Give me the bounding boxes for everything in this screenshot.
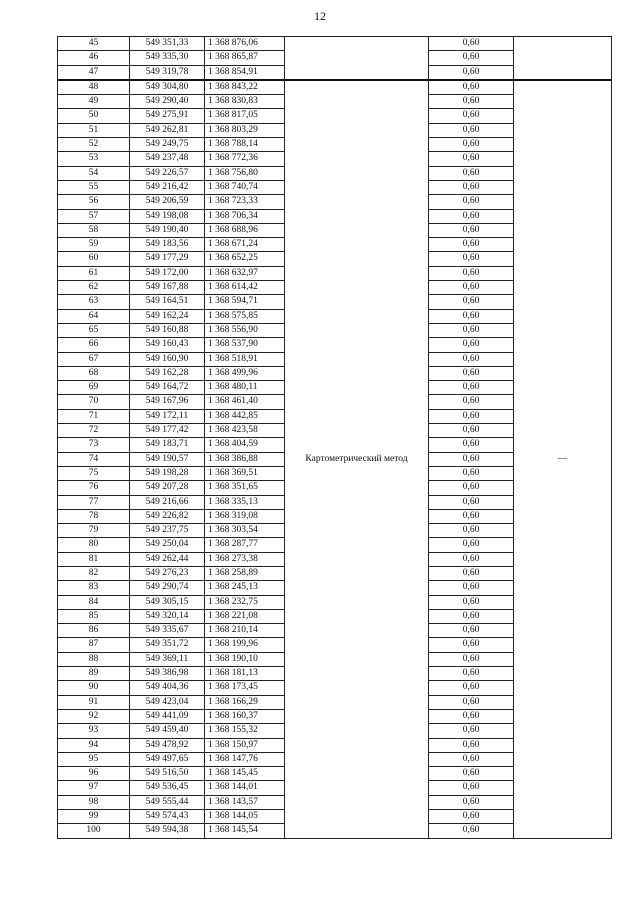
y-coordinate-cell: 1 368 556,90 [205,323,285,337]
precision-cell: 0,60 [429,566,514,580]
y-coordinate-cell: 1 368 258,89 [205,566,285,580]
precision-cell: 0,60 [429,424,514,438]
x-coordinate-cell: 549 319,78 [130,65,205,80]
precision-cell: 0,60 [429,366,514,380]
precision-cell: 0,60 [429,681,514,695]
y-coordinate-cell: 1 368 273,38 [205,552,285,566]
y-coordinate-cell: 1 368 575,85 [205,309,285,323]
point-number-cell: 49 [58,95,130,109]
x-coordinate-cell: 549 262,44 [130,552,205,566]
point-number-cell: 90 [58,681,130,695]
y-coordinate-cell: 1 368 499,96 [205,366,285,380]
precision-cell: 0,60 [429,552,514,566]
x-coordinate-cell: 549 441,09 [130,709,205,723]
point-number-cell: 96 [58,767,130,781]
x-coordinate-cell: 549 386,98 [130,667,205,681]
x-coordinate-cell: 549 250,04 [130,538,205,552]
x-coordinate-cell: 549 237,48 [130,152,205,166]
point-number-cell: 81 [58,552,130,566]
precision-cell: 0,60 [429,524,514,538]
method-cell [285,37,429,80]
point-number-cell: 75 [58,466,130,480]
x-coordinate-cell: 549 237,75 [130,524,205,538]
precision-cell: 0,60 [429,538,514,552]
x-coordinate-cell: 549 335,30 [130,51,205,65]
y-coordinate-cell: 1 368 817,05 [205,109,285,123]
point-number-cell: 70 [58,395,130,409]
point-number-cell: 53 [58,152,130,166]
precision-cell: 0,60 [429,438,514,452]
x-coordinate-cell: 549 478,92 [130,738,205,752]
x-coordinate-cell: 549 290,74 [130,581,205,595]
precision-cell: 0,60 [429,223,514,237]
y-coordinate-cell: 1 368 210,14 [205,624,285,638]
x-coordinate-cell: 549 190,57 [130,452,205,466]
point-number-cell: 72 [58,424,130,438]
point-number-cell: 66 [58,338,130,352]
y-coordinate-cell: 1 368 594,71 [205,295,285,309]
point-number-cell: 89 [58,667,130,681]
y-coordinate-cell: 1 368 144,01 [205,781,285,795]
y-coordinate-cell: 1 368 788,14 [205,138,285,152]
y-coordinate-cell: 1 368 518,91 [205,352,285,366]
point-number-cell: 93 [58,724,130,738]
precision-cell: 0,60 [429,295,514,309]
point-number-cell: 60 [58,252,130,266]
precision-cell: 0,60 [429,781,514,795]
table-row [58,37,612,51]
precision-cell: 0,60 [429,824,514,838]
y-coordinate-cell: 1 368 423,58 [205,424,285,438]
method-cell [285,80,429,838]
precision-cell: 0,60 [429,495,514,509]
description-cell [514,37,612,80]
x-coordinate-cell: 549 594,38 [130,824,205,838]
y-coordinate-cell: 1 368 199,96 [205,638,285,652]
y-coordinate-cell: 1 368 145,45 [205,767,285,781]
y-coordinate-cell: 1 368 830,83 [205,95,285,109]
y-coordinate-cell: 1 368 876,06 [205,37,285,51]
point-number-cell: 47 [58,65,130,80]
y-coordinate-cell: 1 368 166,29 [205,695,285,709]
x-coordinate-cell: 549 198,28 [130,466,205,480]
x-coordinate-cell: 549 516,50 [130,767,205,781]
precision-cell: 0,60 [429,509,514,523]
x-coordinate-cell: 549 162,28 [130,366,205,380]
precision-cell: 0,60 [429,695,514,709]
y-coordinate-cell: 1 368 671,24 [205,238,285,252]
point-number-cell: 98 [58,795,130,809]
x-coordinate-cell: 549 249,75 [130,138,205,152]
precision-cell: 0,60 [429,123,514,137]
point-number-cell: 94 [58,738,130,752]
point-number-cell: 56 [58,195,130,209]
point-number-cell: 83 [58,581,130,595]
point-number-cell: 58 [58,223,130,237]
x-coordinate-cell: 549 172,00 [130,266,205,280]
y-coordinate-cell: 1 368 335,13 [205,495,285,509]
y-coordinate-cell: 1 368 147,76 [205,752,285,766]
point-number-cell: 99 [58,810,130,824]
precision-cell: 0,60 [429,37,514,51]
point-number-cell: 52 [58,138,130,152]
precision-cell: 0,60 [429,624,514,638]
y-coordinate-cell: 1 368 150,97 [205,738,285,752]
point-number-cell: 51 [58,123,130,137]
y-coordinate-cell: 1 368 442,85 [205,409,285,423]
point-number-cell: 80 [58,538,130,552]
point-number-cell: 65 [58,323,130,337]
y-coordinate-cell: 1 368 319,08 [205,509,285,523]
y-coordinate-cell: 1 368 245,13 [205,581,285,595]
x-coordinate-cell: 549 190,40 [130,223,205,237]
x-coordinate-cell: 549 275,91 [130,109,205,123]
y-coordinate-cell: 1 368 145,54 [205,824,285,838]
y-coordinate-cell: 1 368 303,54 [205,524,285,538]
coordinates-table-body [58,37,612,839]
precision-cell: 0,60 [429,166,514,180]
x-coordinate-cell: 549 206,59 [130,195,205,209]
y-coordinate-cell: 1 368 772,36 [205,152,285,166]
point-number-cell: 57 [58,209,130,223]
y-coordinate-cell: 1 368 181,13 [205,667,285,681]
precision-cell: 0,60 [429,195,514,209]
x-coordinate-cell: 549 423,04 [130,695,205,709]
precision-cell: 0,60 [429,381,514,395]
x-coordinate-cell: 549 536,45 [130,781,205,795]
point-number-cell: 45 [58,37,130,51]
precision-cell: 0,60 [429,638,514,652]
x-coordinate-cell: 549 177,29 [130,252,205,266]
precision-cell: 0,60 [429,352,514,366]
coordinates-table [57,36,612,839]
x-coordinate-cell: 549 404,36 [130,681,205,695]
point-number-cell: 71 [58,409,130,423]
x-coordinate-cell: 549 164,72 [130,381,205,395]
point-number-cell: 78 [58,509,130,523]
y-coordinate-cell: 1 368 480,11 [205,381,285,395]
y-coordinate-cell: 1 368 190,10 [205,652,285,666]
y-coordinate-cell: 1 368 221,08 [205,609,285,623]
point-number-cell: 61 [58,266,130,280]
precision-cell: 0,60 [429,738,514,752]
y-coordinate-cell: 1 368 155,32 [205,724,285,738]
precision-cell: 0,60 [429,65,514,80]
point-number-cell: 91 [58,695,130,709]
x-coordinate-cell: 549 262,81 [130,123,205,137]
x-coordinate-cell: 549 160,90 [130,352,205,366]
x-coordinate-cell: 549 335,67 [130,624,205,638]
point-number-cell: 62 [58,281,130,295]
x-coordinate-cell: 549 459,40 [130,724,205,738]
point-number-cell: 92 [58,709,130,723]
description-cell [514,80,612,838]
y-coordinate-cell: 1 368 232,75 [205,595,285,609]
x-coordinate-cell: 549 574,43 [130,810,205,824]
x-coordinate-cell: 549 290,40 [130,95,205,109]
precision-cell: 0,60 [429,709,514,723]
point-number-cell: 85 [58,609,130,623]
precision-cell: 0,60 [429,109,514,123]
point-number-cell: 59 [58,238,130,252]
y-coordinate-cell: 1 368 173,45 [205,681,285,695]
x-coordinate-cell: 549 305,15 [130,595,205,609]
point-number-cell: 76 [58,481,130,495]
point-number-cell: 74 [58,452,130,466]
y-coordinate-cell: 1 368 723,33 [205,195,285,209]
precision-cell: 0,60 [429,309,514,323]
x-coordinate-cell: 549 207,28 [130,481,205,495]
point-number-cell: 82 [58,566,130,580]
x-coordinate-cell: 549 164,51 [130,295,205,309]
point-number-cell: 95 [58,752,130,766]
point-number-cell: 54 [58,166,130,180]
precision-cell: 0,60 [429,281,514,295]
precision-cell: 0,60 [429,209,514,223]
y-coordinate-cell: 1 368 688,96 [205,223,285,237]
precision-cell: 0,60 [429,795,514,809]
precision-cell: 0,60 [429,180,514,194]
point-number-cell: 73 [58,438,130,452]
y-coordinate-cell: 1 368 756,80 [205,166,285,180]
y-coordinate-cell: 1 368 143,57 [205,795,285,809]
precision-cell: 0,60 [429,395,514,409]
point-number-cell: 77 [58,495,130,509]
x-coordinate-cell: 549 351,72 [130,638,205,652]
x-coordinate-cell: 549 276,23 [130,566,205,580]
x-coordinate-cell: 549 160,88 [130,323,205,337]
point-number-cell: 69 [58,381,130,395]
y-coordinate-cell: 1 368 287,77 [205,538,285,552]
point-number-cell: 50 [58,109,130,123]
y-coordinate-cell: 1 368 740,74 [205,180,285,194]
y-coordinate-cell: 1 368 865,87 [205,51,285,65]
precision-cell: 0,60 [429,724,514,738]
x-coordinate-cell: 549 555,44 [130,795,205,809]
point-number-cell: 68 [58,366,130,380]
x-coordinate-cell: 549 226,82 [130,509,205,523]
precision-cell: 0,60 [429,767,514,781]
x-coordinate-cell: 549 351,33 [130,37,205,51]
y-coordinate-cell: 1 368 614,42 [205,281,285,295]
point-number-cell: 100 [58,824,130,838]
y-coordinate-cell: 1 368 461,40 [205,395,285,409]
precision-cell: 0,60 [429,609,514,623]
y-coordinate-cell: 1 368 652,25 [205,252,285,266]
x-coordinate-cell: 549 198,08 [130,209,205,223]
page-number: 12 [314,9,326,23]
point-number-cell: 97 [58,781,130,795]
x-coordinate-cell: 549 369,11 [130,652,205,666]
x-coordinate-cell: 549 177,42 [130,424,205,438]
y-coordinate-cell: 1 368 144,05 [205,810,285,824]
precision-cell: 0,60 [429,323,514,337]
precision-cell: 0,60 [429,409,514,423]
y-coordinate-cell: 1 368 854,91 [205,65,285,80]
y-coordinate-cell: 1 368 351,65 [205,481,285,495]
y-coordinate-cell: 1 368 160,37 [205,709,285,723]
precision-cell: 0,60 [429,80,514,95]
point-number-cell: 63 [58,295,130,309]
point-number-cell: 79 [58,524,130,538]
precision-cell: 0,60 [429,466,514,480]
precision-cell: 0,60 [429,481,514,495]
precision-cell: 0,60 [429,652,514,666]
x-coordinate-cell: 549 160,43 [130,338,205,352]
x-coordinate-cell: 549 216,42 [130,180,205,194]
point-number-cell: 88 [58,652,130,666]
precision-cell: 0,60 [429,252,514,266]
x-coordinate-cell: 549 167,88 [130,281,205,295]
x-coordinate-cell: 549 216,66 [130,495,205,509]
precision-cell: 0,60 [429,266,514,280]
x-coordinate-cell: 549 497,65 [130,752,205,766]
x-coordinate-cell: 549 172,11 [130,409,205,423]
y-coordinate-cell: 1 368 706,34 [205,209,285,223]
point-number-cell: 46 [58,51,130,65]
y-coordinate-cell: 1 368 386,88 [205,452,285,466]
precision-cell: 0,60 [429,152,514,166]
point-number-cell: 84 [58,595,130,609]
precision-cell: 0,60 [429,581,514,595]
precision-cell: 0,60 [429,595,514,609]
point-number-cell: 55 [58,180,130,194]
x-coordinate-cell: 549 162,24 [130,309,205,323]
precision-cell: 0,60 [429,238,514,252]
point-number-cell: 67 [58,352,130,366]
point-number-cell: 48 [58,80,130,95]
y-coordinate-cell: 1 368 404,59 [205,438,285,452]
x-coordinate-cell: 549 304,80 [130,80,205,95]
method-label: Картометрический метод [305,453,408,464]
x-coordinate-cell: 549 167,96 [130,395,205,409]
x-coordinate-cell: 549 226,57 [130,166,205,180]
y-coordinate-cell: 1 368 803,29 [205,123,285,137]
y-coordinate-cell: 1 368 843,22 [205,80,285,95]
precision-cell: 0,60 [429,752,514,766]
precision-cell: 0,60 [429,452,514,466]
point-number-cell: 87 [58,638,130,652]
precision-cell: 0,60 [429,810,514,824]
x-coordinate-cell: 549 183,71 [130,438,205,452]
point-number-cell: 86 [58,624,130,638]
x-coordinate-cell: 549 183,56 [130,238,205,252]
precision-cell: 0,60 [429,338,514,352]
x-coordinate-cell: 549 320,14 [130,609,205,623]
y-coordinate-cell: 1 368 537,90 [205,338,285,352]
precision-cell: 0,60 [429,138,514,152]
precision-cell: 0,60 [429,51,514,65]
precision-cell: 0,60 [429,95,514,109]
point-number-cell: 64 [58,309,130,323]
description-dash: — [557,453,568,464]
y-coordinate-cell: 1 368 369,51 [205,466,285,480]
y-coordinate-cell: 1 368 632,97 [205,266,285,280]
table-row [58,80,612,95]
precision-cell: 0,60 [429,667,514,681]
